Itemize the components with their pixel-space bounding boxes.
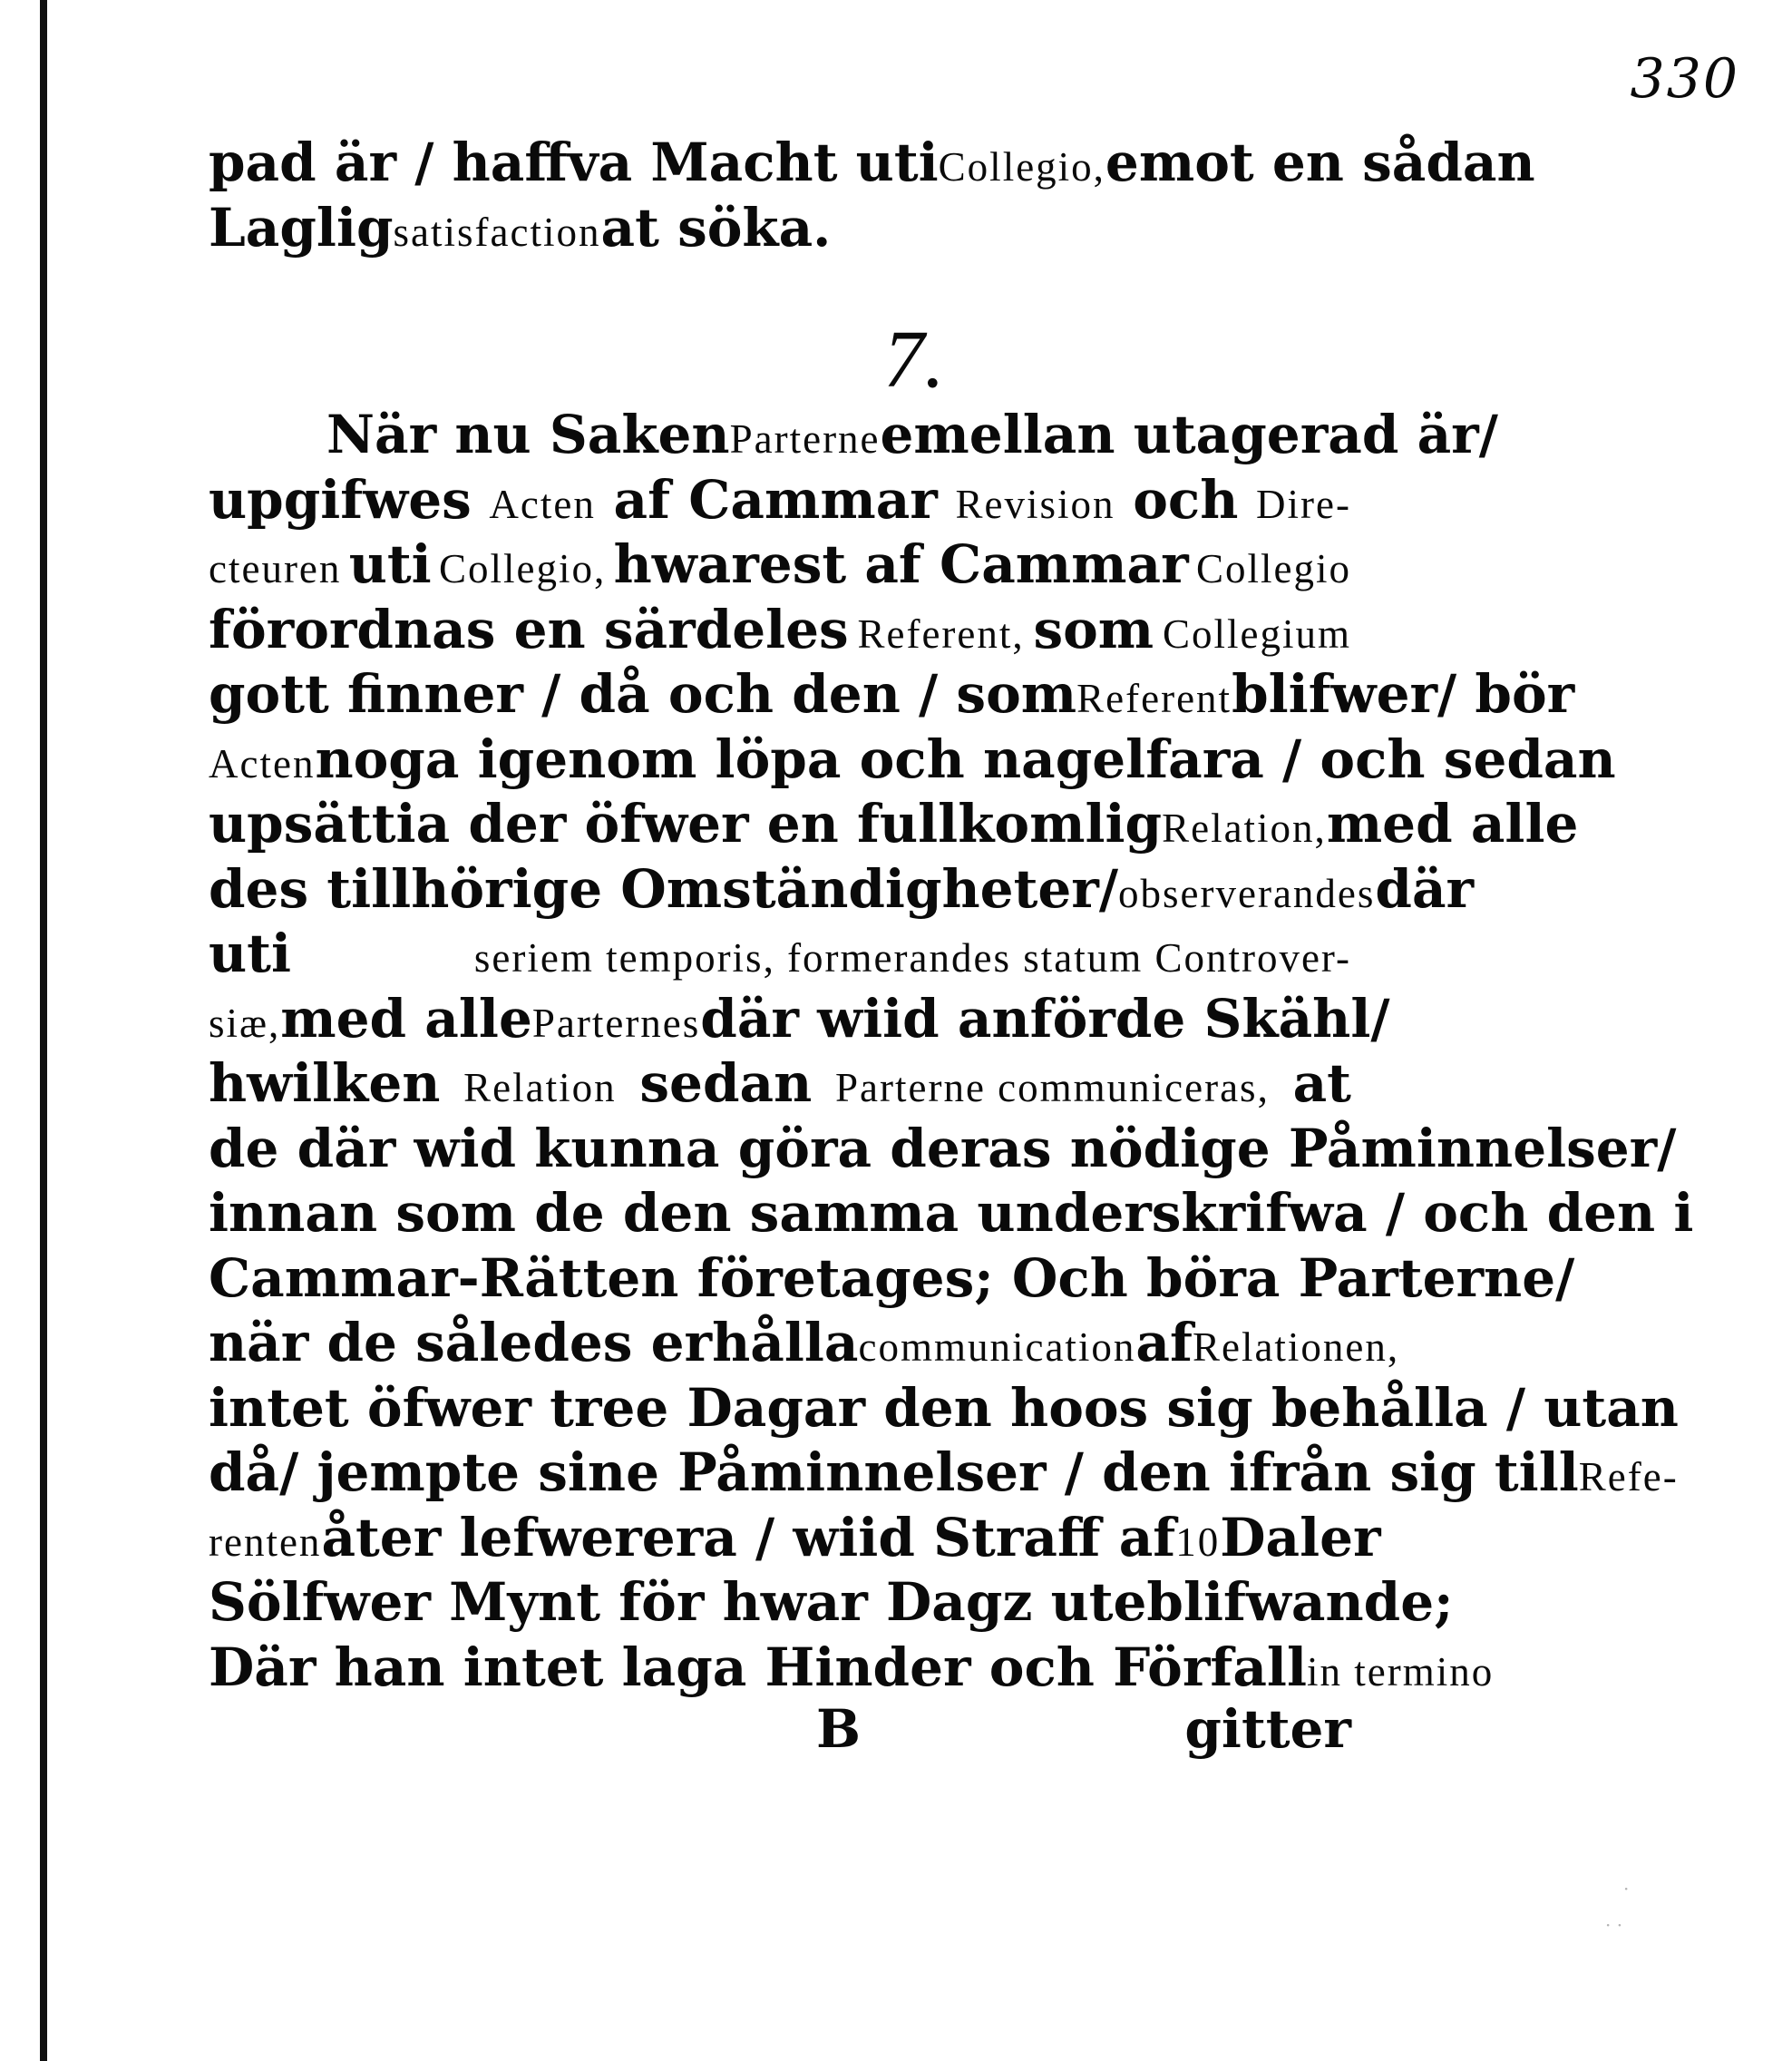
text-segment: Acten [209,740,316,786]
text-segment: Parternes [531,1000,701,1046]
text-line [209,1571,1454,1641]
binding-edge [40,0,47,2061]
text-segment: gott finner / då och den / som [209,663,1077,725]
text-segment: som [1033,598,1154,660]
text-segment: satisfaction [393,209,601,255]
text-segment: när de således erhålla [209,1312,859,1373]
text-segment: communication [858,1324,1136,1370]
text-segment: de där wid kunna göra deras nödige Påminnelser/ [209,1117,1677,1179]
text-segment: och [1133,468,1239,531]
text-segment: intet öfwer tree Dagar den hoos sig behålla / utan [209,1376,1679,1439]
text-segment: des tillhörige Omständigheter/ [209,857,1119,920]
text-segment: upgifwes [209,468,472,531]
text-segment: seriem temporis, formerandes statum Controver- [473,935,1351,981]
text-segment: hwarest af Cammar [613,533,1189,595]
text-line [209,1182,1694,1252]
text-segment: då/ jempte sine Påminnelser / den ifrån sig till [209,1441,1579,1503]
text-segment: renten [209,1519,322,1565]
ink-speck: · [1623,1878,1630,1900]
text-segment: sedan [639,1052,813,1114]
paragraph-text [209,404,1694,1705]
text-segment: Refe- [1578,1454,1679,1499]
text-segment: Collegio, [938,144,1105,190]
text-segment: där wiid anförde Skähl/ [700,987,1390,1050]
text-segment: observerandes [1118,870,1376,916]
text-line [209,196,1351,267]
text-segment: med alle [1326,793,1579,855]
text-segment: at söka. [600,196,832,259]
text-segment: Daler [1220,1506,1381,1568]
text-segment: När nu Saken [326,404,730,465]
text-line [209,728,1616,798]
text-segment: Collegium [1162,610,1351,657]
text-segment: cteuren [209,546,342,591]
text-segment: Sölfwer Mynt för hwar Dagz uteblifwande; [209,1571,1454,1633]
text-segment: 10 [1175,1519,1221,1565]
text-segment: Referent [1076,676,1232,721]
text-segment: innan som de den samma underskrifwa / och den i [209,1182,1694,1244]
text-segment: in termino [1306,1648,1495,1695]
text-segment: emellan utagerad är/ [880,404,1498,465]
text-segment: hwilken [209,1052,441,1114]
signature-mark: B [816,1698,862,1760]
text-segment: Parterne [729,416,881,462]
text-segment: Relationen, [1192,1324,1400,1370]
text-segment: af Cammar [613,468,938,531]
text-segment: förordnas en särdeles [209,598,849,660]
text-line [209,857,1475,928]
text-line [209,468,1351,539]
text-line [209,1376,1679,1447]
text-segment: emot en sådan [1105,132,1535,193]
text-line [209,1506,1381,1577]
text-line [209,598,1351,669]
text-line [209,663,1575,733]
text-line [209,132,1535,201]
text-segment: noga igenom löpa och nagelfara / och sedan [315,728,1616,790]
ink-speck: · · [1605,1914,1623,1936]
text-segment: uti [209,923,291,984]
opening-text [209,132,1535,266]
text-segment: med alle [280,987,532,1050]
text-segment: blifwer/ bör [1232,663,1575,725]
text-line [209,1052,1351,1122]
text-segment: Dire- [1256,481,1351,527]
text-segment: Cammar-Rätten företages; Och böra Parterne/ [209,1246,1575,1309]
footer-line [209,1698,1351,1771]
text-segment: Där han intet laga Hinder och Förfall [209,1636,1307,1698]
text-segment: Revision [955,481,1115,527]
text-segment: uti [348,533,432,595]
text-line [209,987,1390,1058]
text-segment: pad är / haffva Macht uti [209,132,939,193]
section-number: 7. [883,315,945,405]
text-line [209,404,1498,474]
text-segment: siæ, [209,1000,281,1046]
text-segment: Referent, [857,610,1025,657]
text-line [209,1117,1677,1187]
text-segment: upsättia der öfwer en fullkomlig [209,793,1163,855]
text-segment: Collegio, [439,546,607,591]
text-line [209,793,1579,863]
page-number: 330 [1630,47,1739,111]
text-line [209,1246,1575,1317]
text-line [209,533,1351,603]
text-segment: där [1375,857,1475,920]
text-line [209,1441,1679,1511]
text-segment: af [1135,1312,1193,1373]
text-segment: Acten [489,481,596,527]
text-line [209,923,1351,992]
text-segment: Relation [463,1065,617,1110]
text-line [209,1636,1495,1706]
text-segment: Laglig [209,196,394,259]
text-segment: Relation, [1162,806,1327,851]
text-segment: åter lefwerera / wiid Straff af [321,1506,1176,1568]
text-segment: Collegio [1195,546,1351,591]
text-segment: at [1292,1052,1351,1114]
text-segment: Parterne communiceras, [835,1065,1270,1110]
text-line [209,1312,1400,1382]
catchword: gitter [1184,1698,1351,1760]
